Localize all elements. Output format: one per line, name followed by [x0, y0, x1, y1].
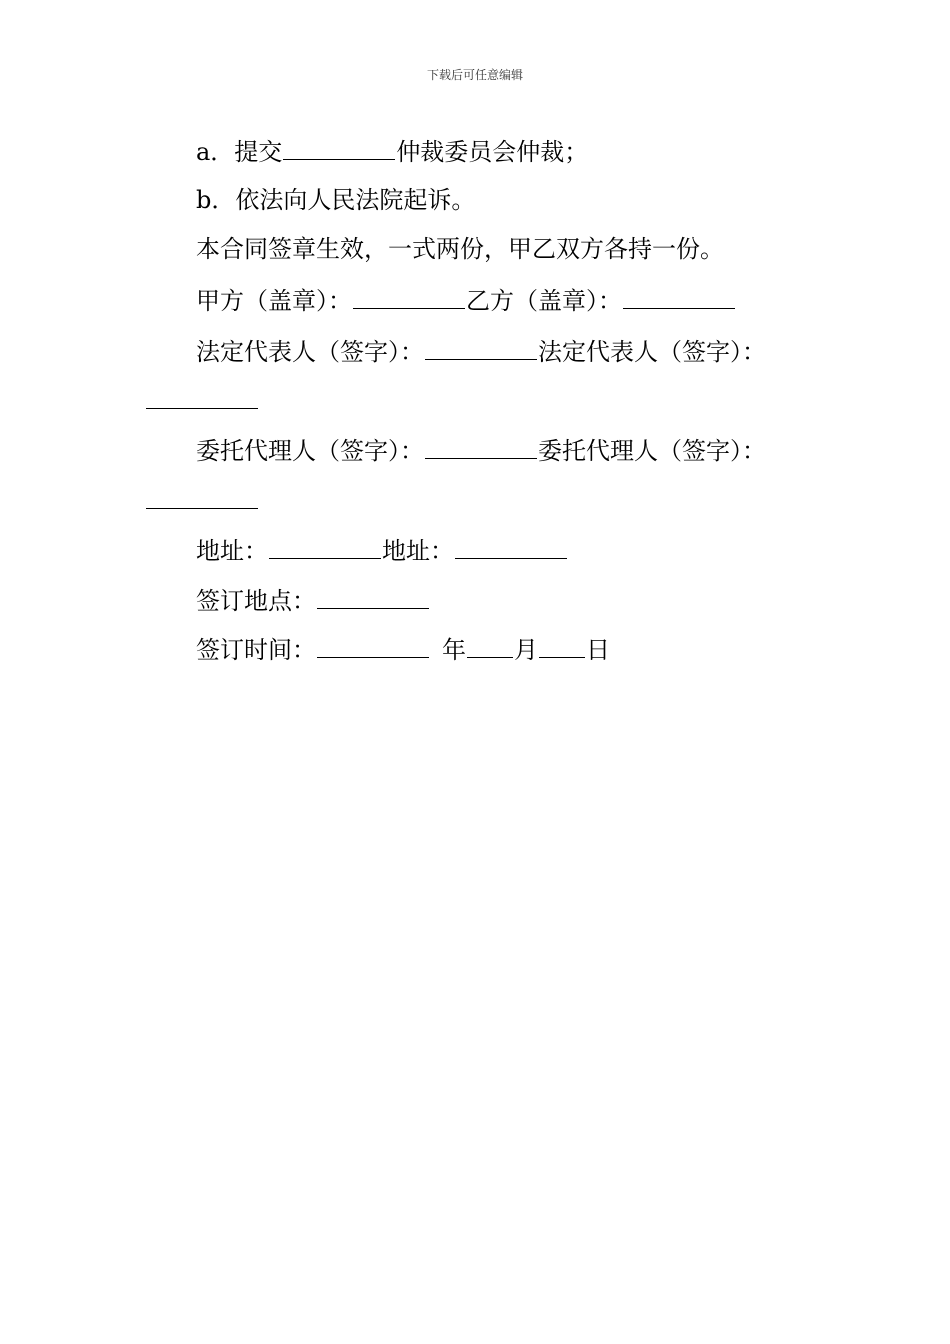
agent-b-line — [145, 484, 259, 516]
effect-text: 本合同签章生效，一式两份，甲乙双方各持一份。 — [196, 235, 724, 263]
address-line — [196, 534, 568, 566]
agent-b-blank[interactable] — [146, 484, 258, 509]
arbitration-commission-blank[interactable] — [283, 135, 395, 160]
month-label: 月 — [514, 636, 538, 664]
year-label: 年 — [442, 636, 466, 664]
sign-place-blank[interactable] — [317, 584, 429, 609]
arbitration-option-b — [196, 185, 475, 215]
option-a-prefix: a．提交 — [196, 138, 283, 166]
sign-time-line — [196, 633, 610, 665]
sign-day-blank[interactable] — [539, 633, 585, 658]
address-b-label: 地址： — [382, 537, 454, 565]
agent-line — [196, 434, 766, 466]
agent-b-label: 委托代理人（签字）： — [538, 437, 766, 465]
legal-rep-a-label: 法定代表人（签字）： — [196, 338, 424, 366]
address-a-blank[interactable] — [269, 534, 381, 559]
address-a-label: 地址： — [196, 537, 268, 565]
seal-line — [196, 284, 736, 316]
day-label: 日 — [586, 636, 610, 664]
address-b-blank[interactable] — [455, 534, 567, 559]
agent-a-blank[interactable] — [425, 434, 537, 459]
legal-rep-b-line — [145, 384, 259, 416]
option-a-suffix: 仲裁委员会仲裁； — [396, 138, 589, 166]
party-a-seal-label: 甲方（盖章）： — [196, 287, 352, 315]
legal-rep-b-blank[interactable] — [146, 384, 258, 409]
legal-rep-a-blank[interactable] — [425, 335, 537, 360]
party-b-seal-label: 乙方（盖章）： — [466, 287, 622, 315]
legal-rep-line — [196, 335, 766, 367]
sign-place-line — [196, 584, 430, 616]
legal-rep-b-label: 法定代表人（签字）： — [538, 338, 766, 366]
party-a-seal-blank[interactable] — [353, 284, 465, 309]
page-header: 下载后可任意编辑 — [426, 68, 523, 82]
sign-month-blank[interactable] — [467, 633, 513, 658]
contract-effect-clause — [196, 234, 724, 264]
sign-time-label: 签订时间： — [196, 636, 316, 664]
party-b-seal-blank[interactable] — [623, 284, 735, 309]
arbitration-option-a — [196, 135, 588, 167]
sign-place-label: 签订地点： — [196, 587, 316, 615]
sign-year-blank[interactable] — [317, 633, 429, 658]
agent-a-label: 委托代理人（签字）： — [196, 437, 424, 465]
option-b-text: b．依法向人民法院起诉。 — [196, 186, 476, 214]
